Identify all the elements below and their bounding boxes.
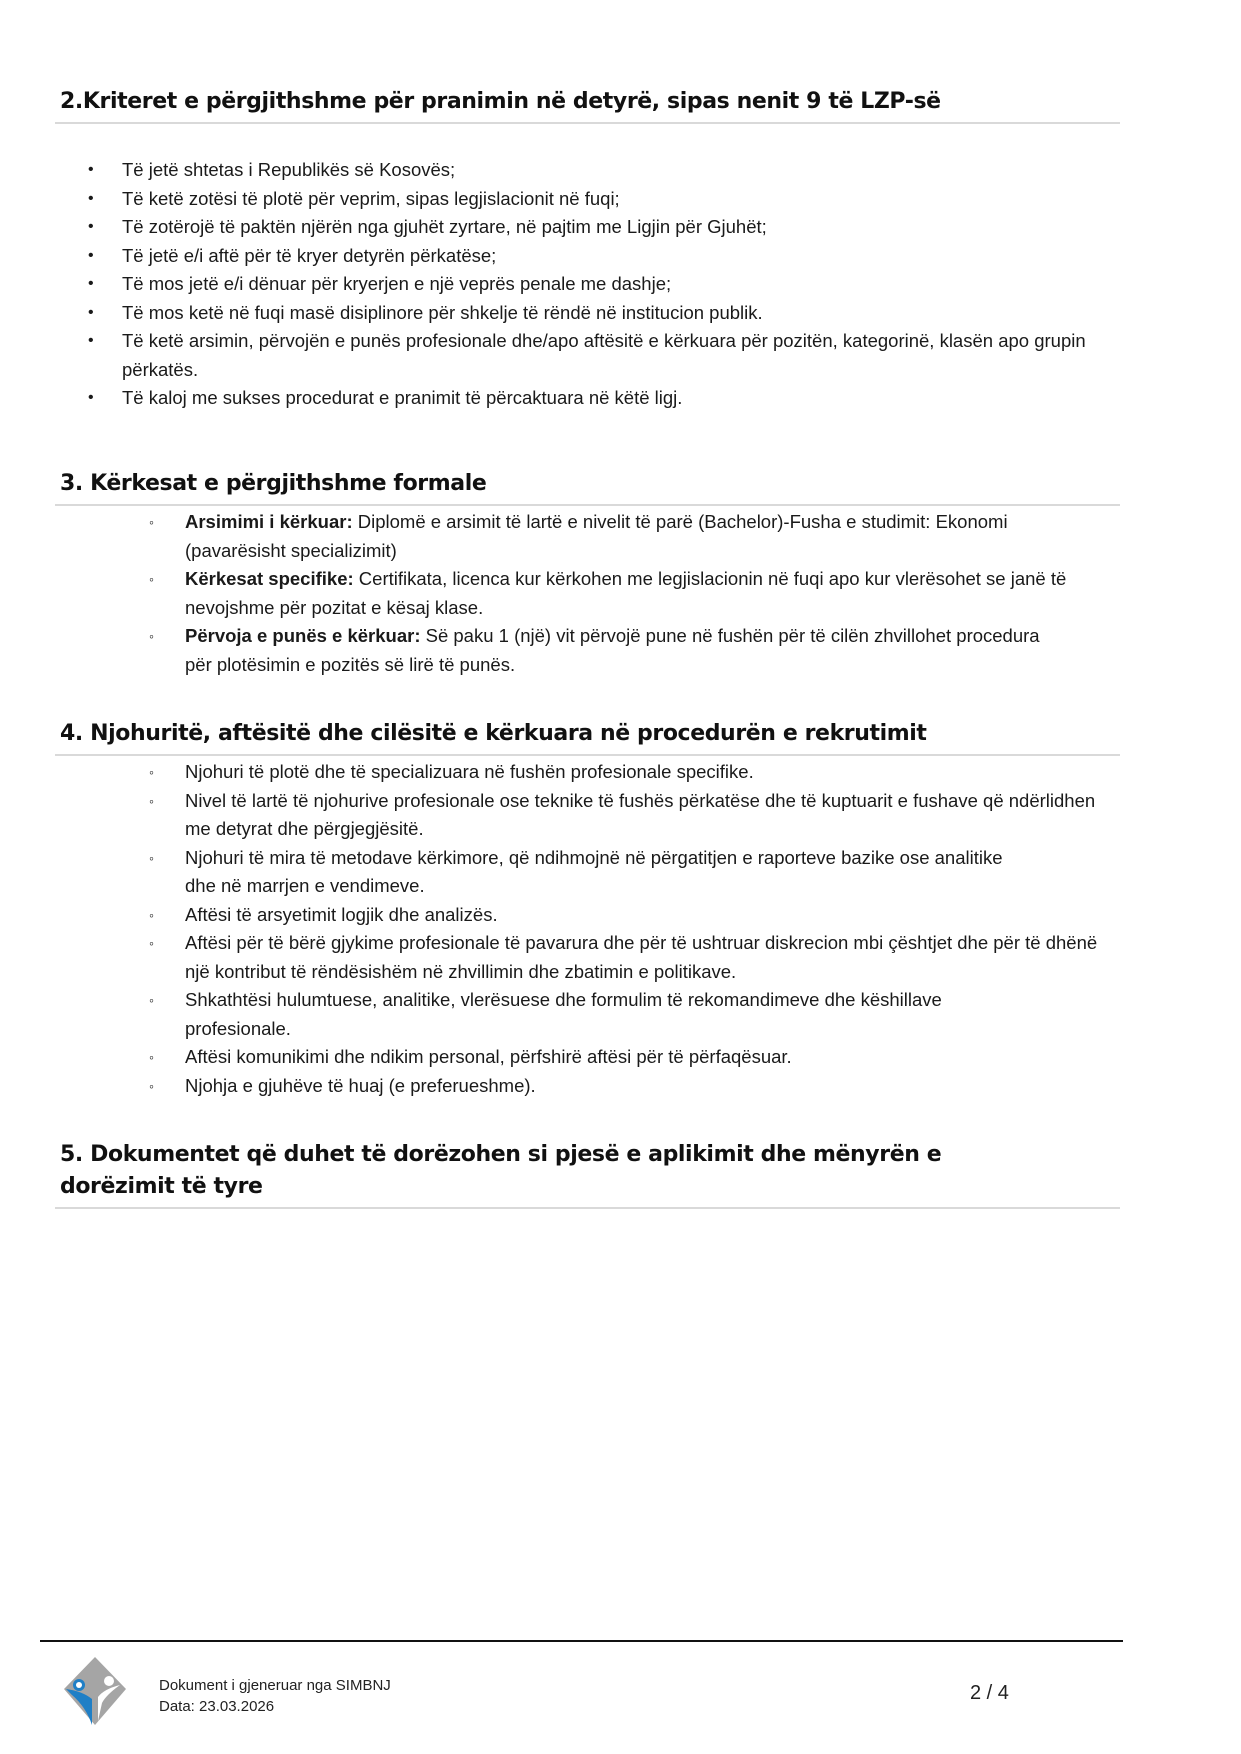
list-item: ◦ Aftësi të arsyetimit logjik dhe analizës.	[55, 901, 1100, 930]
list-item: ◦ Nivel të lartë të njohurive profesionale ose teknike të fushës përkatëse dhe të kuptuarit e fushave që ndërlidhen me detyrat dhe përgjegjësitë.	[55, 787, 1100, 844]
footer-info	[159, 1675, 391, 1717]
generation-date: Data: 23.03.2026	[159, 1698, 275, 1715]
list-item: ◦ Arsimimi i kërkuar: Diplomë e arsimit të lartë e nivelit të parë (Bachelor)-Fusha e studimit: Ekonomi (pavarësisht specializimit)	[55, 508, 1100, 565]
list-item: ◦ Përvoja e punës e kërkuar: Së paku 1 (një) vit përvojë pune në fushën për të cilën zhvillohet procedura për plotësimin e pozitës së lirë të punës.	[55, 622, 1100, 679]
bullet-circle-icon: ◦	[149, 935, 154, 951]
bullet-disc-icon: •	[88, 218, 94, 235]
bullet-circle-icon: ◦	[149, 514, 154, 530]
simbnj-logo-icon	[62, 1655, 128, 1727]
bullet-disc-icon: •	[88, 275, 94, 292]
bullet-circle-icon: ◦	[149, 628, 154, 644]
bullet-circle-icon: ◦	[149, 571, 154, 587]
list-item: ◦ Njohuri të plotë dhe të specializuara në fushën profesionale specifike.	[55, 758, 1100, 787]
list-item: ◦ Njohuri të mira të metodave kërkimore, që ndihmojnë në përgatitjen e raporteve bazike ose analitike dhe në marrjen e vendimeve.	[55, 844, 1100, 901]
heading-divider	[55, 754, 1120, 756]
list-item: • Të zotërojë të paktën njërën nga gjuhët zyrtare, në pajtim me Ligjin për Gjuhët;	[55, 213, 1120, 242]
list-item: • Të kaloj me sukses procedurat e pranimit të përcaktuara në këtë ligj.	[55, 384, 1120, 413]
bullet-disc-icon: •	[88, 389, 94, 406]
bullet-disc-icon: •	[88, 161, 94, 178]
section-heading: 4. Njohuritë, aftësitë dhe cilësitë e kërkuara në procedurën e rekrutimit	[60, 721, 927, 746]
bullet-circle-icon: ◦	[149, 992, 154, 1008]
bullet-disc-icon: •	[88, 332, 94, 349]
list-item: • Të mos ketë në fuqi masë disiplinore për shkelje të rëndë në institucion publik.	[55, 299, 1120, 328]
list-item: • Të ketë zotësi të plotë për veprim, sipas legjislacionit në fuqi;	[55, 185, 1120, 214]
list-item: • Të jetë e/i aftë për të kryer detyrën përkatëse;	[55, 242, 1120, 271]
list-item: ◦ Aftësi komunikimi dhe ndikim personal, përfshirë aftësi për të përfaqësuar.	[55, 1043, 1100, 1072]
knowledge-skills-list	[55, 758, 1120, 1100]
bullet-circle-icon: ◦	[149, 1049, 154, 1065]
generated-by-text: Dokument i gjeneruar nga SIMBNJ	[159, 1677, 391, 1694]
list-item: • Të ketë arsimin, përvojën e punës profesionale dhe/apo aftësitë e kërkuara për pozitën, kategorinë, klasën apo grupin përkatës.	[55, 327, 1120, 384]
bullet-circle-icon: ◦	[149, 764, 154, 780]
bullet-circle-icon: ◦	[149, 1077, 154, 1094]
section-formal-requirements	[55, 468, 1120, 679]
list-item: • Të mos jetë e/i dënuar për kryerjen e një veprës penale me dashje;	[55, 270, 1120, 299]
heading-divider	[55, 1207, 1120, 1209]
section-general-criteria	[55, 86, 1120, 413]
section-knowledge-skills	[55, 718, 1120, 1100]
list-item: • Të jetë shtetas i Republikës së Kosovës;	[55, 156, 1120, 185]
bullet-disc-icon: •	[88, 189, 94, 207]
section-documents	[55, 1139, 1120, 1209]
section-heading: 3. Kërkesat e përgjithshme formale	[60, 471, 487, 496]
bullet-disc-icon: •	[88, 303, 94, 321]
list-item: ◦ Kërkesat specifike: Certifikata, licenca kur kërkohen me legjislacionin në fuqi apo kur vlerësohet se janë të nevojshme për pozitat e kësaj klase.	[55, 565, 1100, 622]
formal-requirements-list	[55, 508, 1120, 679]
list-item: ◦ Shkathtësi hulumtuese, analitike, vlerësuese dhe formulim të rekomandimeve dhe këshillave profesionale.	[55, 986, 1100, 1043]
bullet-circle-icon: ◦	[149, 906, 154, 923]
heading-divider	[55, 504, 1120, 506]
bullet-disc-icon: •	[88, 246, 94, 264]
bullet-circle-icon: ◦	[149, 849, 154, 866]
section-heading: 2.Kriteret e përgjithshme për pranimin në detyrë, sipas nenit 9 të LZP-së	[60, 89, 941, 114]
section-heading: 5. Dokumentet që duhet të dorëzohen si pjesë e aplikimit dhe mënyrën e dorëzimit të tyre	[60, 1142, 942, 1199]
heading-divider	[55, 122, 1120, 124]
page-number: 2 / 4	[970, 1682, 1009, 1704]
footer-divider	[40, 1640, 1123, 1642]
criteria-list	[55, 156, 1120, 413]
list-item: ◦ Njohja e gjuhëve të huaj (e preferueshme).	[55, 1072, 1100, 1101]
bullet-circle-icon: ◦	[149, 792, 154, 809]
list-item: ◦ Aftësi për të bërë gjykime profesionale të pavarura dhe për të ushtruar diskrecion mbi çështjet dhe për të dhënë një kontribut të rëndësishëm në zhvillimin dhe zbatimin e politikave.	[55, 929, 1100, 986]
